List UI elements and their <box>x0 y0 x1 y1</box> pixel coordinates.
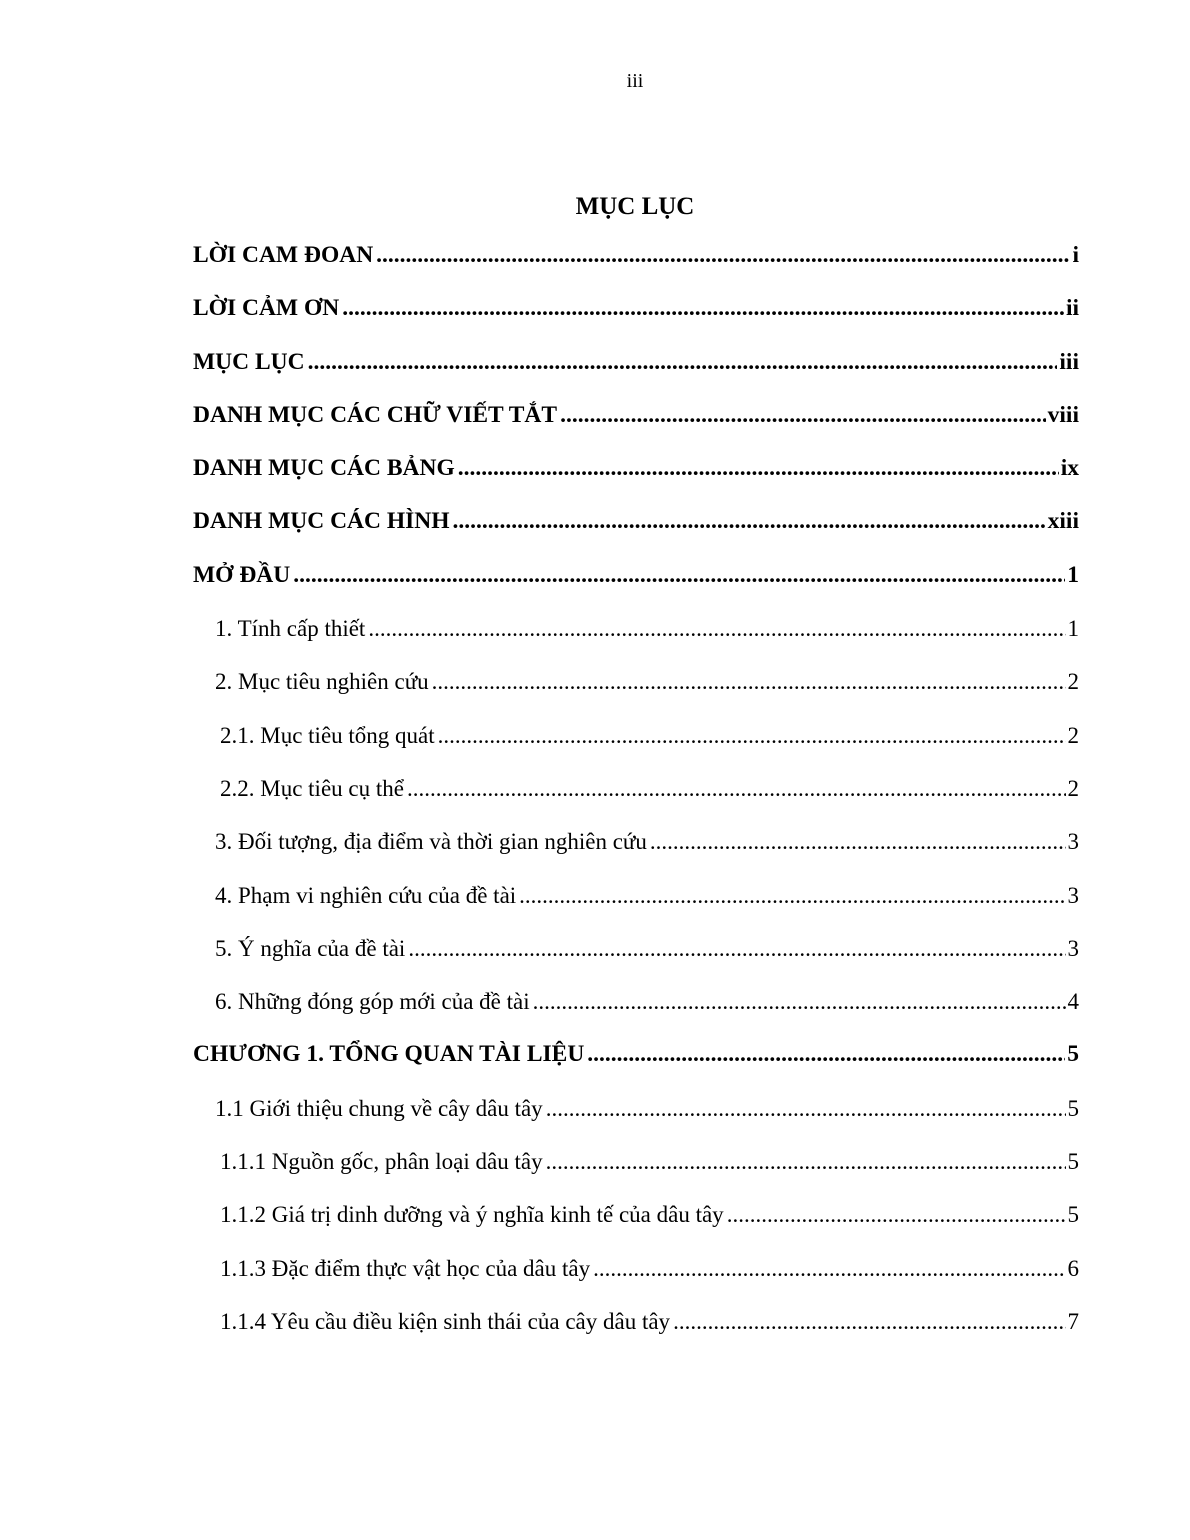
toc-entry-label: DANH MỤC CÁC HÌNH <box>193 508 450 535</box>
toc-entry-page: i <box>1072 242 1079 268</box>
toc-entry[interactable] <box>193 1295 1079 1348</box>
toc-entry[interactable] <box>193 1028 1079 1081</box>
leader-dots <box>293 549 1065 602</box>
toc-entry[interactable] <box>193 975 1079 1028</box>
leader-dots <box>546 1135 1066 1188</box>
toc-entry-label: 1.1.1 Nguồn gốc, phân loại dâu tây <box>220 1149 543 1175</box>
leader-dots <box>650 815 1066 868</box>
leader-dots <box>432 655 1066 708</box>
toc-entry-label: 2.1. Mục tiêu tổng quát <box>220 722 435 748</box>
toc-entry-page: 4 <box>1067 989 1079 1015</box>
toc-entry-label: DANH MỤC CÁC CHỮ VIẾT TẮT <box>193 401 558 428</box>
toc-entry[interactable] <box>193 282 1079 335</box>
toc-entry[interactable] <box>193 549 1079 602</box>
toc-entry-page: 2 <box>1067 722 1079 748</box>
toc-entry-label: LỜI CAM ĐOAN <box>193 242 374 268</box>
toc-entry-page: iii <box>1059 348 1079 375</box>
leader-dots <box>587 1028 1065 1081</box>
toc-entry[interactable] <box>193 869 1079 922</box>
toc-entry[interactable] <box>193 336 1079 389</box>
toc-entry-label: MỤC LỤC <box>193 348 305 375</box>
toc-entry-label: MỞ ĐẦU <box>193 561 291 588</box>
leader-dots <box>673 1295 1065 1348</box>
toc-entry-label: 1.1.3 Đặc điểm thực vật học của dâu tây <box>220 1255 591 1281</box>
leader-dots <box>546 1082 1066 1135</box>
toc-entry-page: viii <box>1047 401 1079 428</box>
leader-dots <box>308 336 1058 389</box>
toc-entry[interactable] <box>193 389 1079 442</box>
toc-entry-page: 5 <box>1067 1202 1079 1228</box>
leader-dots <box>408 922 1065 975</box>
toc-entry-label: LỜI CẢM ƠN <box>193 295 340 322</box>
toc-entry-label: 6. Những đóng góp mới của đề tài <box>215 989 530 1015</box>
toc-entry-page: 5 <box>1067 1041 1079 1068</box>
toc-entry-label: 2. Mục tiêu nghiên cứu <box>215 669 429 695</box>
toc-entry[interactable] <box>193 1242 1079 1295</box>
leader-dots <box>376 229 1070 282</box>
toc-entry-label: DANH MỤC CÁC BẢNG <box>193 455 455 482</box>
toc-entry[interactable] <box>193 229 1079 282</box>
toc-entry[interactable] <box>193 1135 1079 1188</box>
leader-dots <box>560 389 1046 442</box>
page-number: iii <box>626 70 644 92</box>
toc-entry-label: 1.1.2 Giá trị dinh dưỡng và ý nghĩa kinh tế của dâu tây <box>220 1202 724 1228</box>
toc-entry-label: 4. Phạm vi nghiên cứu của đề tài <box>215 882 517 908</box>
toc-entry-page: 1 <box>1067 616 1079 642</box>
toc-entry-page: ii <box>1065 295 1079 322</box>
toc-entry[interactable] <box>193 442 1079 495</box>
toc-entry[interactable] <box>193 815 1079 868</box>
toc-entry-label: CHƯƠNG 1. TỔNG QUAN TÀI LIỆU <box>193 1041 585 1068</box>
leader-dots <box>407 762 1066 815</box>
toc-entry[interactable] <box>193 762 1079 815</box>
toc-entry-label: 2.2. Mục tiêu cụ thể <box>220 775 404 801</box>
toc-entry[interactable] <box>193 655 1079 708</box>
leader-dots <box>533 975 1066 1028</box>
leader-dots <box>593 1242 1065 1295</box>
toc-entry[interactable] <box>193 602 1079 655</box>
toc-entry-label: 1.1 Giới thiệu chung về cây dâu tây <box>215 1095 543 1121</box>
leader-dots <box>519 869 1065 922</box>
toc-entry-page: 6 <box>1067 1255 1079 1281</box>
leader-dots <box>342 282 1064 335</box>
toc-entry-page: xiii <box>1047 508 1079 535</box>
table-of-contents <box>193 229 1079 1348</box>
toc-entry[interactable] <box>193 922 1079 975</box>
toc-entry-page: 2 <box>1067 669 1079 695</box>
toc-entry-page: 3 <box>1067 882 1079 908</box>
toc-entry-label: 3. Đối tượng, địa điểm và thời gian nghiên cứu <box>215 829 647 855</box>
toc-entry-page: 3 <box>1067 935 1079 961</box>
toc-entry-label: 1.1.4 Yêu cầu điều kiện sinh thái của cây dâu tây <box>220 1308 671 1334</box>
toc-entry[interactable] <box>193 1082 1079 1135</box>
toc-entry-page: 3 <box>1067 829 1079 855</box>
toc-title: MỤC LỤC <box>575 193 695 220</box>
toc-entry[interactable] <box>193 495 1079 548</box>
leader-dots <box>458 442 1059 495</box>
leader-dots <box>727 1188 1066 1241</box>
leader-dots <box>368 602 1065 655</box>
toc-entry-page: 5 <box>1067 1095 1079 1121</box>
toc-entry-page: 2 <box>1067 775 1079 801</box>
toc-entry-label: 5. Ý nghĩa của đề tài <box>215 935 406 961</box>
toc-entry-page: 1 <box>1067 561 1079 588</box>
toc-entry[interactable] <box>193 1188 1079 1241</box>
leader-dots <box>453 495 1046 548</box>
toc-entry-label: 1. Tính cấp thiết <box>215 616 366 642</box>
toc-entry-page: ix <box>1060 455 1079 482</box>
toc-entry[interactable] <box>193 709 1079 762</box>
leader-dots <box>438 709 1066 762</box>
toc-entry-page: 7 <box>1067 1308 1079 1334</box>
toc-entry-page: 5 <box>1067 1149 1079 1175</box>
